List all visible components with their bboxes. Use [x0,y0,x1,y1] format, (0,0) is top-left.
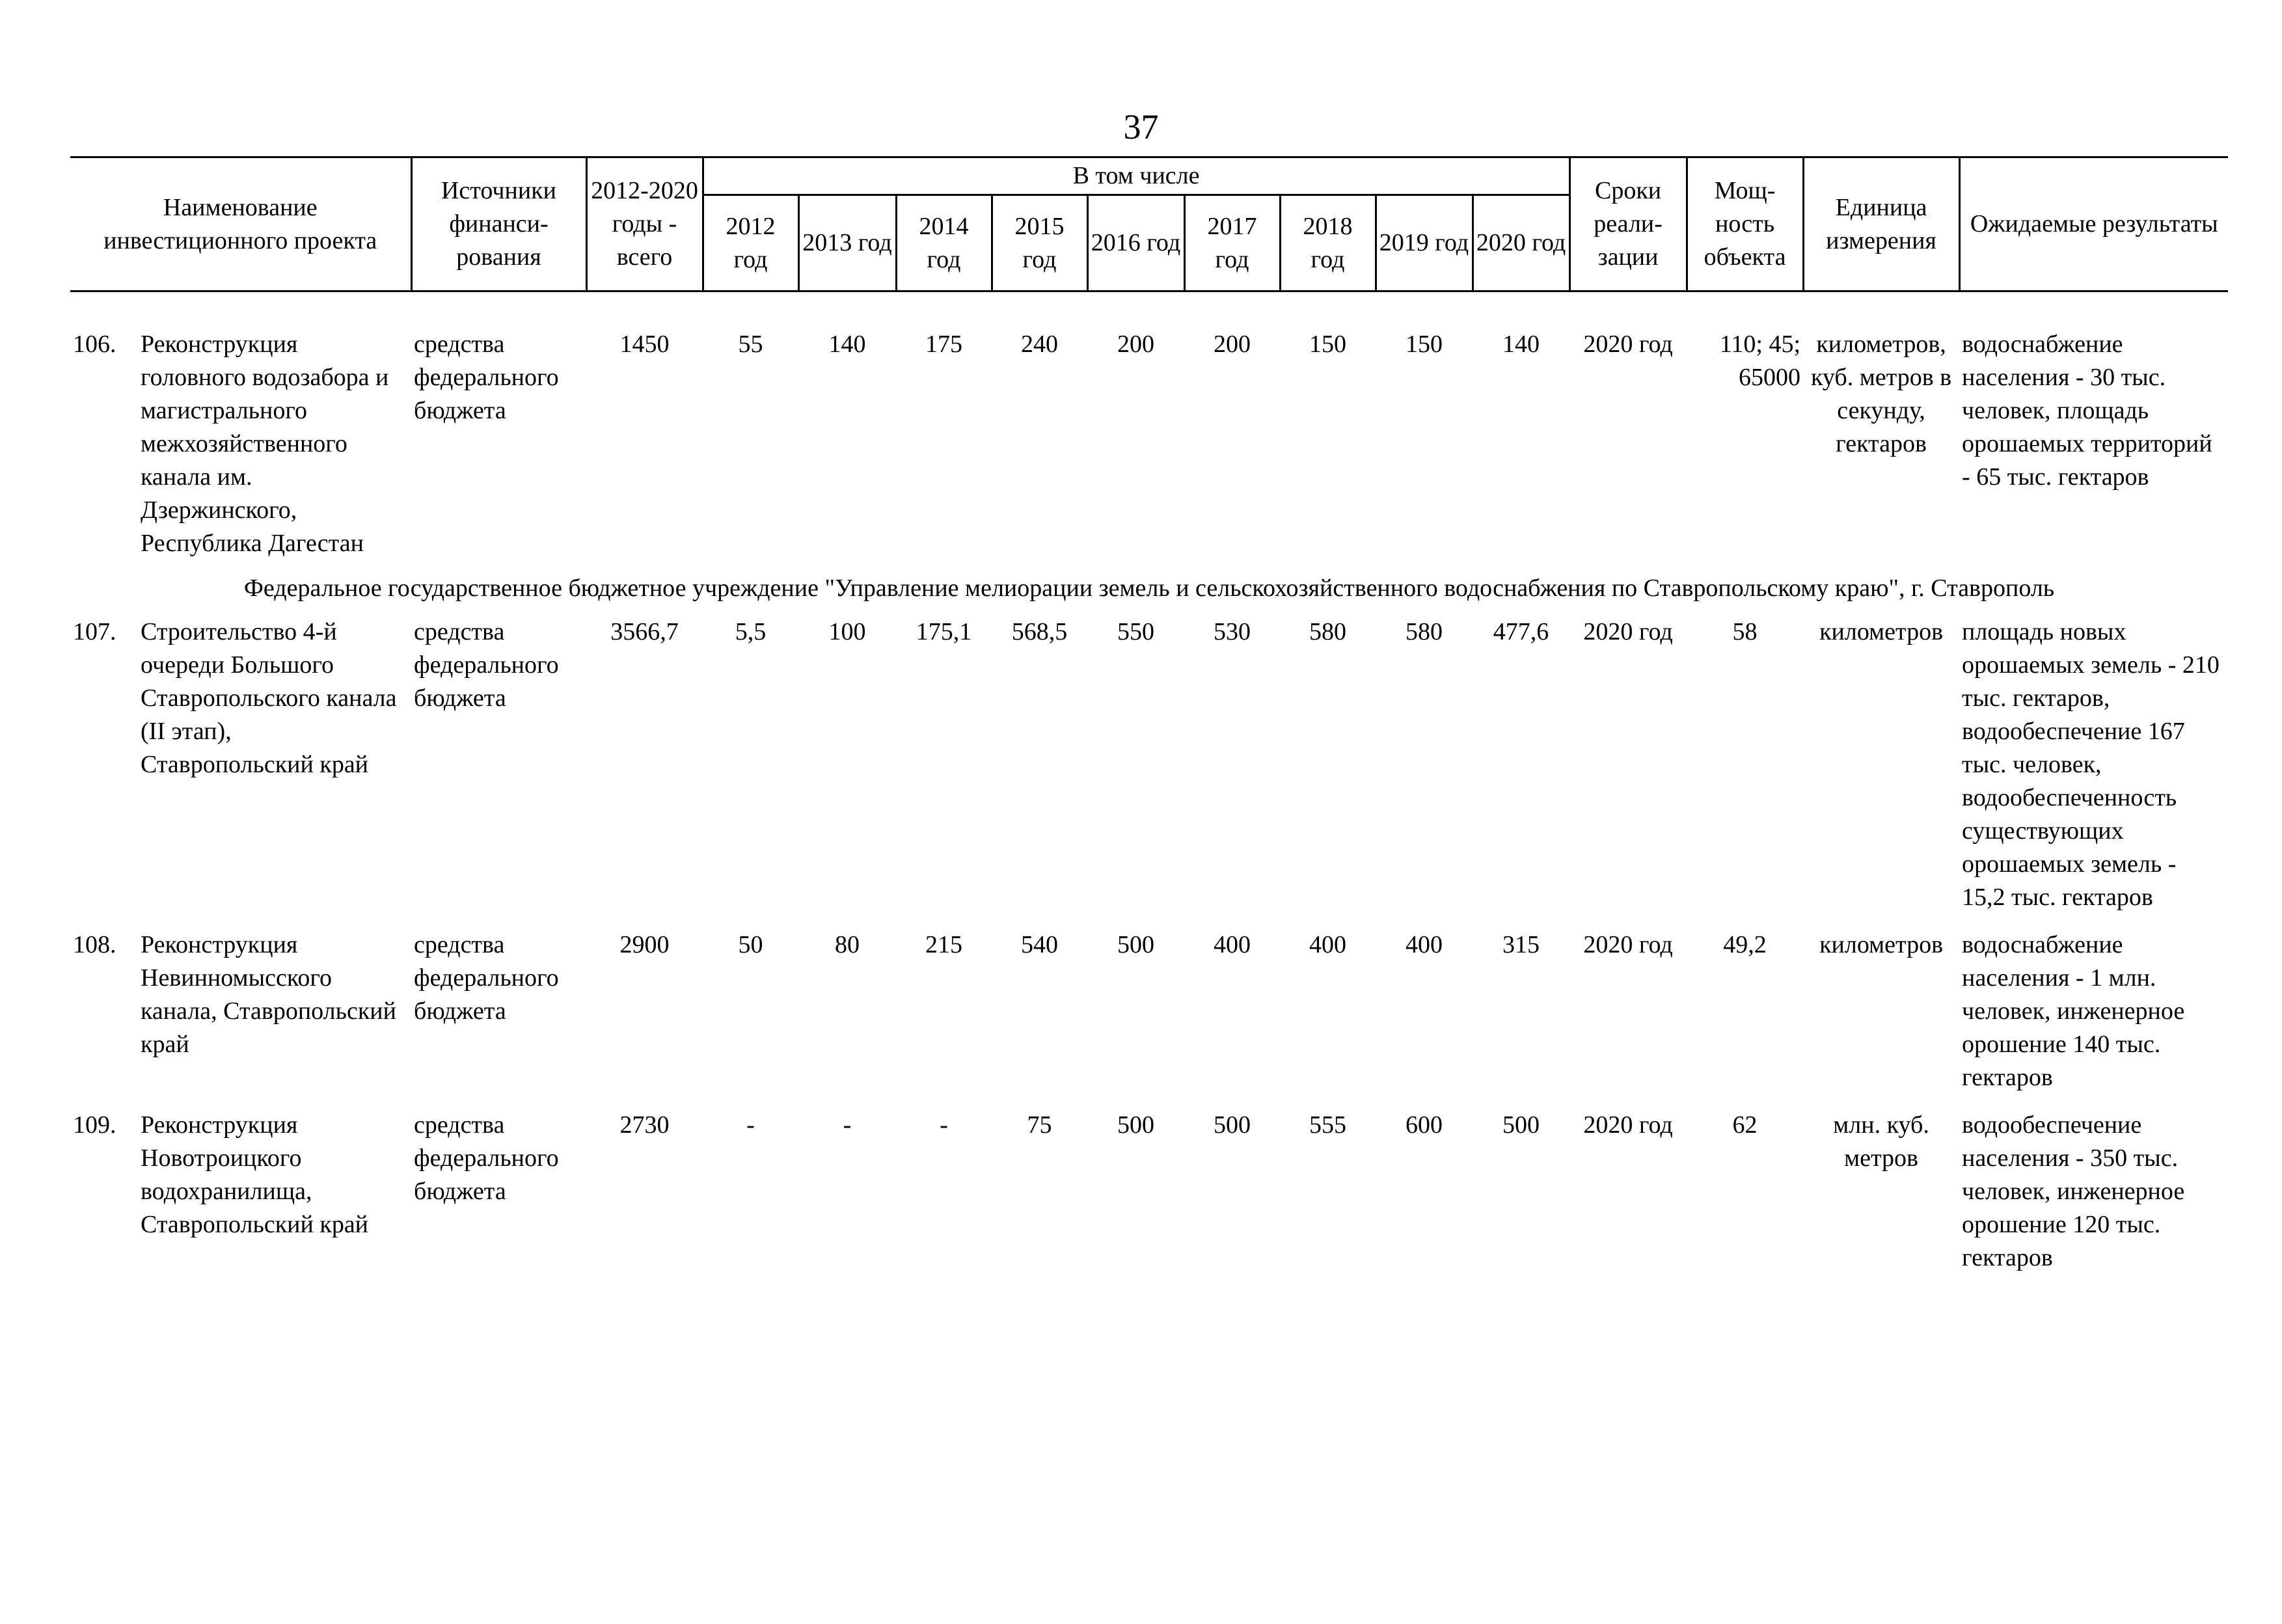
implementation-term: 2020 год [1583,618,1673,645]
header-year-2020: 2020 год [1473,195,1569,291]
expected-results: водоснабжение населения - 1 млн. человек, инженерное орошение 140 тыс. гектаров [1962,931,2185,1091]
row-number: 107. [73,618,116,645]
header-expected-results: Ожидаемые результаты [1959,157,2228,291]
total-amount: 1450 [619,331,670,358]
expected-results: водоснабжение населения - 30 тыс. человек, площадь орошаемых территорий - 65 тыс. гектаров [1962,331,2212,491]
section-heading: Федеральное государственное бюджетное учреждение "Управление мелиорации земель и сельскохозяйственного водоснабжения по Ставропольскому краю", г. Ставрополь [243,575,2055,602]
capacity: 62 [1732,1111,1758,1139]
amount-2016: 200 [1117,331,1154,358]
section-heading-row [70,560,2228,616]
header-total: 2012-2020 годы - всего [586,157,703,291]
amount-2016: 550 [1117,618,1154,645]
project-name: Реконструкция головного водозабора и магистрального межхозяйственного канала им. Дзержинского, Республика Дагестан [141,331,389,557]
header-funding-source: Источники финанси-рования [411,157,586,291]
amount-2015: 75 [1027,1111,1052,1139]
header-year-2018: 2018 год [1280,195,1376,291]
table-row [70,328,2228,560]
amount-2018: 150 [1309,331,1346,358]
unit: километров [1819,931,1944,958]
amount-2012: - [746,1111,755,1139]
funding-source: средства федерального бюджета [414,331,559,424]
funding-source: средства федерального бюджета [414,931,559,1025]
amount-2013: - [843,1111,852,1139]
expected-results: водообеспечение населения - 350 тыс. человек, инженерное орошение 120 тыс. гектаров [1962,1111,2185,1271]
amount-2019: 600 [1406,1111,1443,1139]
project-name: Реконструкция Новотроицкого водохранилища, Ставропольский край [141,1111,369,1238]
project-name: Реконструкция Невинномысского канала, Ставропольский край [141,931,396,1058]
expected-results: площадь новых орошаемых земель - 210 тыс. гектаров, водообеспечение 167 тыс. человек, водообеспеченность существующих орошаемых земель - 15,2 тыс. гектаров [1962,618,2220,911]
header-year-2013: 2013 год [798,195,896,291]
header-year-2014: 2014 год [896,195,992,291]
header-year-2012: 2012 год [703,195,798,291]
amount-2020: 500 [1502,1111,1540,1139]
header-capacity: Мощ-ность объекта [1687,157,1803,291]
capacity: 49,2 [1723,931,1767,958]
table-header [70,157,2228,291]
header-year-2016: 2016 год [1087,195,1184,291]
amount-2015: 568,5 [1011,618,1068,645]
unit: километров, куб. метров в секунду, гектаров [1810,331,1952,457]
capacity: 110; 45; 65000 [1719,331,1801,391]
amount-2018: 400 [1309,931,1346,958]
amount-2019: 150 [1406,331,1443,358]
total-amount: 2900 [619,931,670,958]
header-term: Сроки реали-зации [1569,157,1687,291]
amount-2017: 500 [1214,1111,1251,1139]
table-row [70,616,2228,914]
amount-2017: 530 [1214,618,1251,645]
amount-2017: 400 [1214,931,1251,958]
row-number: 109. [73,1111,116,1139]
header-year-2019: 2019 год [1376,195,1473,291]
investment-projects-table [70,156,2228,1275]
amount-2020: 140 [1502,331,1540,358]
row-number: 106. [73,331,116,358]
amount-2012: 50 [738,931,763,958]
capacity: 58 [1732,618,1758,645]
amount-2020: 477,6 [1493,618,1549,645]
amount-2019: 580 [1406,618,1443,645]
funding-source: средства федерального бюджета [414,618,559,712]
table-row [70,928,2228,1094]
header-year-2015: 2015 год [992,195,1087,291]
funding-source: средства федерального бюджета [414,1111,559,1205]
amount-2013: 80 [835,931,860,958]
amount-2018: 555 [1309,1111,1346,1139]
table-row [70,1109,2228,1275]
header-year-2017: 2017 год [1184,195,1280,291]
unit: млн. куб. метров [1833,1111,1929,1172]
amount-2019: 400 [1406,931,1443,958]
amount-2016: 500 [1117,1111,1154,1139]
header-including: В том числе [703,157,1569,195]
amount-2015: 540 [1021,931,1058,958]
amount-2014: - [940,1111,948,1139]
amount-2020: 315 [1502,931,1540,958]
amount-2014: 175 [925,331,962,358]
amount-2013: 140 [828,331,866,358]
amount-2014: 175,1 [916,618,972,645]
unit: километров [1819,618,1944,645]
amount-2012: 5,5 [735,618,767,645]
total-amount: 2730 [619,1111,670,1139]
project-name: Строительство 4-й очереди Большого Ставропольского канала (II этап), Ставропольский край [141,618,397,778]
implementation-term: 2020 год [1583,1111,1673,1139]
total-amount: 3566,7 [610,618,679,645]
row-number: 108. [73,931,116,958]
implementation-term: 2020 год [1583,931,1673,958]
amount-2013: 100 [828,618,866,645]
amount-2014: 215 [925,931,962,958]
amount-2018: 580 [1309,618,1346,645]
implementation-term: 2020 год [1583,331,1673,358]
amount-2016: 500 [1117,931,1154,958]
amount-2015: 240 [1021,331,1058,358]
amount-2012: 55 [738,331,763,358]
header-project-name: Наименование инвестиционного проекта [70,157,411,291]
amount-2017: 200 [1214,331,1251,358]
header-unit: Единица измерения [1803,157,1959,291]
page-number: 37 [1123,107,1159,146]
